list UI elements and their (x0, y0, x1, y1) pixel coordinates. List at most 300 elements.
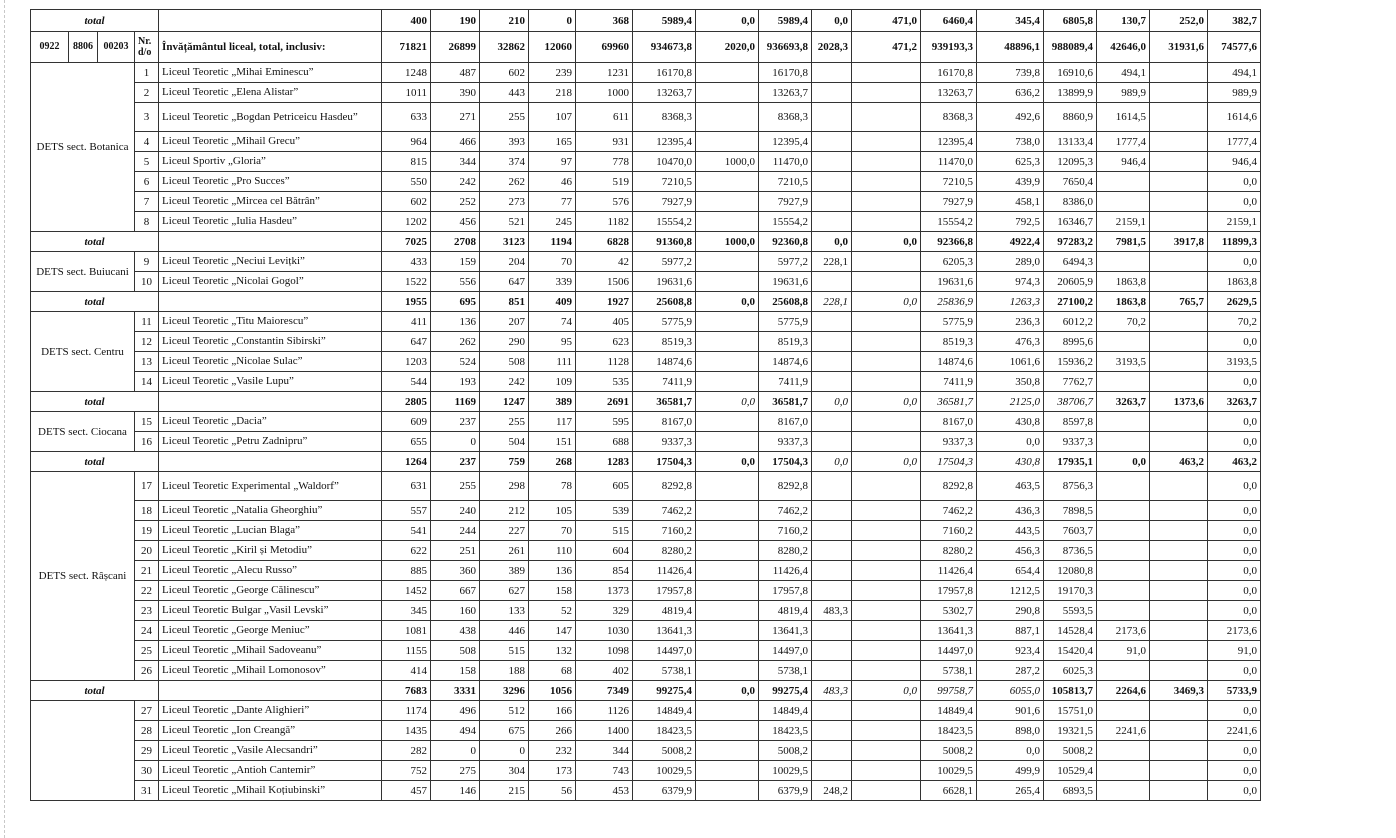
value-cell: 430,8 (977, 412, 1044, 432)
value-cell: 519 (576, 172, 633, 192)
value-cell (1150, 601, 1208, 621)
value-cell (1150, 472, 1208, 501)
value-cell: 42 (576, 252, 633, 272)
value-cell (852, 432, 921, 452)
value-cell (696, 761, 759, 781)
value-cell (696, 312, 759, 332)
value-cell: 19631,6 (633, 272, 696, 292)
section-cell: 2028,3 (812, 32, 852, 63)
value-cell: 273 (480, 192, 529, 212)
value-cell (852, 63, 921, 83)
value-cell (1097, 172, 1150, 192)
value-cell: 52 (529, 601, 576, 621)
value-cell: 6628,1 (921, 781, 977, 801)
value-cell (1097, 601, 1150, 621)
value-cell: 2173,6 (1097, 621, 1150, 641)
school-row (31, 661, 1261, 681)
value-cell: 252 (431, 192, 480, 212)
value-cell: 14497,0 (921, 641, 977, 661)
value-cell: 8368,3 (921, 103, 977, 132)
value-cell: 158 (431, 661, 480, 681)
value-cell: 443,5 (977, 521, 1044, 541)
value-cell: 0,0 (1208, 741, 1261, 761)
value-cell (1150, 63, 1208, 83)
total-value-cell: 1000,0 (696, 232, 759, 252)
value-cell: 7898,5 (1044, 501, 1097, 521)
section-cell: 939193,3 (921, 32, 977, 63)
value-cell: 5593,5 (1044, 601, 1097, 621)
value-cell (696, 412, 759, 432)
value-cell (1150, 352, 1208, 372)
value-cell: 8368,3 (633, 103, 696, 132)
total-value-cell: 7349 (576, 681, 633, 701)
school-name: Liceul Teoretic „Mihail Sadoveanu” (159, 641, 382, 661)
value-cell: 16170,8 (759, 63, 812, 83)
total-value-cell: 759 (480, 452, 529, 472)
value-cell: 508 (431, 641, 480, 661)
value-cell: 212 (480, 501, 529, 521)
value-cell: 1061,6 (977, 352, 1044, 372)
value-cell: 228,1 (812, 252, 852, 272)
value-cell (812, 83, 852, 103)
district-name: DETS sect. Centru (31, 312, 135, 392)
value-cell: 541 (382, 521, 431, 541)
value-cell: 7462,2 (921, 501, 977, 521)
school-name: Liceul Teoretic „Alecu Russo” (159, 561, 382, 581)
value-cell: 9337,3 (921, 432, 977, 452)
value-cell: 19631,6 (921, 272, 977, 292)
value-cell: 1011 (382, 83, 431, 103)
value-cell: 887,1 (977, 621, 1044, 641)
value-cell: 360 (431, 561, 480, 581)
value-cell: 815 (382, 152, 431, 172)
district-total-blank (159, 232, 382, 252)
value-cell: 14874,6 (759, 352, 812, 372)
value-cell (812, 561, 852, 581)
row-number: 29 (135, 741, 159, 761)
value-cell: 17957,8 (759, 581, 812, 601)
value-cell: 136 (529, 561, 576, 581)
value-cell: 9337,3 (759, 432, 812, 452)
value-cell: 8167,0 (921, 412, 977, 432)
value-cell: 16170,8 (921, 63, 977, 83)
header-total-cell: 6805,8 (1044, 10, 1097, 32)
value-cell: 539 (576, 501, 633, 521)
value-cell: 492,6 (977, 103, 1044, 132)
value-cell: 271 (431, 103, 480, 132)
value-cell: 535 (576, 372, 633, 392)
value-cell: 946,4 (1097, 152, 1150, 172)
district-total-label: total (31, 292, 159, 312)
value-cell (852, 581, 921, 601)
value-cell (812, 541, 852, 561)
section-title: Învățământul liceal, total, inclusiv: (159, 32, 382, 63)
total-value-cell: 463,2 (1208, 452, 1261, 472)
value-cell: 456 (431, 212, 480, 232)
value-cell: 688 (576, 432, 633, 452)
header-total-cell: 400 (382, 10, 431, 32)
value-cell: 266 (529, 721, 576, 741)
value-cell (852, 701, 921, 721)
value-cell (812, 641, 852, 661)
value-cell: 923,4 (977, 641, 1044, 661)
value-cell (1097, 661, 1150, 681)
value-cell: 7210,5 (921, 172, 977, 192)
total-value-cell: 2691 (576, 392, 633, 412)
total-value-cell: 91360,8 (633, 232, 696, 252)
value-cell: 1174 (382, 701, 431, 721)
value-cell: 290,8 (977, 601, 1044, 621)
value-cell: 2241,6 (1208, 721, 1261, 741)
value-cell: 989,9 (1097, 83, 1150, 103)
value-cell: 390 (431, 83, 480, 103)
value-cell: 499,9 (977, 761, 1044, 781)
value-cell: 12395,4 (759, 132, 812, 152)
value-cell (1097, 432, 1150, 452)
page-margin-rule (4, 0, 5, 838)
value-cell: 105 (529, 501, 576, 521)
value-cell: 0,0 (1208, 412, 1261, 432)
value-cell: 117 (529, 412, 576, 432)
value-cell (852, 252, 921, 272)
value-cell: 7462,2 (759, 501, 812, 521)
school-name: Liceul Teoretic „Nicolai Gogol” (159, 272, 382, 292)
value-cell: 173 (529, 761, 576, 781)
value-cell (812, 501, 852, 521)
value-cell: 12395,4 (921, 132, 977, 152)
value-cell: 251 (431, 541, 480, 561)
value-cell: 457 (382, 781, 431, 801)
value-cell: 1248 (382, 63, 431, 83)
value-cell (696, 561, 759, 581)
total-value-cell: 92360,8 (759, 232, 812, 252)
value-cell: 8519,3 (759, 332, 812, 352)
value-cell (1097, 501, 1150, 521)
value-cell (696, 601, 759, 621)
section-cell: 31931,6 (1150, 32, 1208, 63)
school-name: Liceul Teoretic „Natalia Gheorghiu” (159, 501, 382, 521)
value-cell: 453 (576, 781, 633, 801)
school-row (31, 581, 1261, 601)
value-cell (1150, 781, 1208, 801)
value-cell (1097, 192, 1150, 212)
total-value-cell: 3917,8 (1150, 232, 1208, 252)
school-row (31, 352, 1261, 372)
value-cell: 8386,0 (1044, 192, 1097, 212)
value-cell: 6025,3 (1044, 661, 1097, 681)
value-cell: 188 (480, 661, 529, 681)
total-value-cell: 463,2 (1150, 452, 1208, 472)
value-cell (812, 741, 852, 761)
value-cell: 218 (529, 83, 576, 103)
value-cell: 70,2 (1097, 312, 1150, 332)
district-total-blank (159, 392, 382, 412)
value-cell: 0,0 (1208, 601, 1261, 621)
value-cell (1097, 521, 1150, 541)
value-cell: 10470,0 (633, 152, 696, 172)
value-cell: 13263,7 (633, 83, 696, 103)
value-cell: 1126 (576, 701, 633, 721)
school-row (31, 172, 1261, 192)
value-cell: 1777,4 (1097, 132, 1150, 152)
value-cell (1150, 701, 1208, 721)
value-cell: 7411,9 (633, 372, 696, 392)
district-total-blank (159, 681, 382, 701)
value-cell: 1182 (576, 212, 633, 232)
value-cell: 512 (480, 701, 529, 721)
value-cell: 13899,9 (1044, 83, 1097, 103)
value-cell: 14849,4 (633, 701, 696, 721)
value-cell: 550 (382, 172, 431, 192)
section-cell: 69960 (576, 32, 633, 63)
value-cell (852, 561, 921, 581)
value-cell: 339 (529, 272, 576, 292)
value-cell: 17957,8 (921, 581, 977, 601)
header-total-cell: 0,0 (696, 10, 759, 32)
value-cell (812, 63, 852, 83)
value-cell: 5738,1 (759, 661, 812, 681)
row-number: 21 (135, 561, 159, 581)
row-number: 10 (135, 272, 159, 292)
value-cell: 344 (576, 741, 633, 761)
value-cell: 411 (382, 312, 431, 332)
value-cell: 374 (480, 152, 529, 172)
total-value-cell: 99275,4 (633, 681, 696, 701)
value-cell (1150, 641, 1208, 661)
value-cell (852, 781, 921, 801)
value-cell: 0,0 (1208, 501, 1261, 521)
value-cell: 13641,3 (921, 621, 977, 641)
value-cell (1150, 132, 1208, 152)
value-cell: 10529,4 (1044, 761, 1097, 781)
value-cell: 2159,1 (1097, 212, 1150, 232)
school-name: Liceul Teoretic „Mihail Lomonosov” (159, 661, 382, 681)
value-cell: 1081 (382, 621, 431, 641)
value-cell (696, 103, 759, 132)
value-cell: 11426,4 (921, 561, 977, 581)
value-cell: 56 (529, 781, 576, 801)
value-cell: 1452 (382, 581, 431, 601)
value-cell: 8292,8 (633, 472, 696, 501)
value-cell: 4819,4 (633, 601, 696, 621)
value-cell: 15936,2 (1044, 352, 1097, 372)
value-cell (852, 472, 921, 501)
value-cell: 7160,2 (633, 521, 696, 541)
row-number: 19 (135, 521, 159, 541)
value-cell: 1400 (576, 721, 633, 741)
value-cell (852, 152, 921, 172)
row-number: 3 (135, 103, 159, 132)
value-cell: 1000 (576, 83, 633, 103)
total-value-cell: 99275,4 (759, 681, 812, 701)
value-cell (852, 501, 921, 521)
value-cell (812, 661, 852, 681)
total-value-cell: 0,0 (852, 452, 921, 472)
value-cell: 8736,5 (1044, 541, 1097, 561)
value-cell (852, 541, 921, 561)
value-cell: 7210,5 (633, 172, 696, 192)
total-value-cell: 6828 (576, 232, 633, 252)
school-row (31, 621, 1261, 641)
value-cell: 7927,9 (921, 192, 977, 212)
value-cell (1097, 581, 1150, 601)
value-cell: 0,0 (1208, 432, 1261, 452)
value-cell: 7603,7 (1044, 521, 1097, 541)
value-cell: 0 (431, 432, 480, 452)
value-cell: 0 (431, 741, 480, 761)
value-cell: 245 (529, 212, 576, 232)
header-total-row (31, 10, 1261, 32)
value-cell: 255 (480, 412, 529, 432)
row-number: 18 (135, 501, 159, 521)
value-cell: 289,0 (977, 252, 1044, 272)
value-cell: 6893,5 (1044, 781, 1097, 801)
value-cell: 166 (529, 701, 576, 721)
row-number: 12 (135, 332, 159, 352)
value-cell: 974,3 (977, 272, 1044, 292)
section-cell: 74577,6 (1208, 32, 1261, 63)
school-row (31, 312, 1261, 332)
value-cell: 151 (529, 432, 576, 452)
value-cell: 17957,8 (633, 581, 696, 601)
value-cell (696, 501, 759, 521)
value-cell: 7650,4 (1044, 172, 1097, 192)
value-cell: 95 (529, 332, 576, 352)
value-cell: 556 (431, 272, 480, 292)
value-cell: 16910,6 (1044, 63, 1097, 83)
total-value-cell: 0,0 (696, 681, 759, 701)
value-cell: 8597,8 (1044, 412, 1097, 432)
value-cell: 10029,5 (921, 761, 977, 781)
value-cell: 8292,8 (921, 472, 977, 501)
school-row (31, 761, 1261, 781)
value-cell (696, 741, 759, 761)
value-cell (852, 212, 921, 232)
value-cell: 655 (382, 432, 431, 452)
school-row (31, 372, 1261, 392)
total-value-cell: 0,0 (696, 392, 759, 412)
value-cell (696, 661, 759, 681)
value-cell: 964 (382, 132, 431, 152)
value-cell (696, 352, 759, 372)
district-name: DETS sect. Botanica (31, 63, 135, 232)
total-value-cell: 97283,2 (1044, 232, 1097, 252)
value-cell (1150, 432, 1208, 452)
value-cell: 0,0 (1208, 541, 1261, 561)
budget-table (30, 9, 1261, 801)
value-cell: 133 (480, 601, 529, 621)
value-cell (1097, 701, 1150, 721)
value-cell: 504 (480, 432, 529, 452)
value-cell: 5008,2 (633, 741, 696, 761)
header-total-cell: 210 (480, 10, 529, 32)
row-number: 26 (135, 661, 159, 681)
school-row (31, 472, 1261, 501)
total-value-cell: 105813,7 (1044, 681, 1097, 701)
value-cell (852, 741, 921, 761)
value-cell (1150, 761, 1208, 781)
value-cell (696, 212, 759, 232)
section-cell: 988089,4 (1044, 32, 1097, 63)
value-cell: 654,4 (977, 561, 1044, 581)
value-cell: 4819,4 (759, 601, 812, 621)
value-cell: 265,4 (977, 781, 1044, 801)
value-cell: 439,9 (977, 172, 1044, 192)
total-value-cell: 3263,7 (1208, 392, 1261, 412)
value-cell: 5977,2 (759, 252, 812, 272)
row-number: 5 (135, 152, 159, 172)
value-cell: 146 (431, 781, 480, 801)
value-cell (852, 621, 921, 641)
value-cell (1097, 741, 1150, 761)
value-cell: 287,2 (977, 661, 1044, 681)
value-cell: 1777,4 (1208, 132, 1261, 152)
value-cell: 515 (480, 641, 529, 661)
school-name: Liceul Teoretic „George Meniuc” (159, 621, 382, 641)
value-cell (696, 621, 759, 641)
total-value-cell: 6055,0 (977, 681, 1044, 701)
value-cell: 15554,2 (921, 212, 977, 232)
value-cell: 8167,0 (759, 412, 812, 432)
value-cell: 3193,5 (1097, 352, 1150, 372)
district-total-blank (159, 292, 382, 312)
district-name (31, 701, 135, 801)
value-cell: 483,3 (812, 601, 852, 621)
district-total-blank (159, 452, 382, 472)
value-cell (1150, 501, 1208, 521)
value-cell: 524 (431, 352, 480, 372)
value-cell: 5302,7 (921, 601, 977, 621)
section-cell: 12060 (529, 32, 576, 63)
value-cell: 1000,0 (696, 152, 759, 172)
value-cell (696, 521, 759, 541)
row-number: 7 (135, 192, 159, 212)
value-cell (1150, 212, 1208, 232)
value-cell: 329 (576, 601, 633, 621)
value-cell (1150, 252, 1208, 272)
district-name: DETS sect. Râșcani (31, 472, 135, 681)
header-total-cell: 382,7 (1208, 10, 1261, 32)
district-total-row (31, 452, 1261, 472)
value-cell: 110 (529, 541, 576, 561)
value-cell: 0,0 (1208, 372, 1261, 392)
total-value-cell: 2708 (431, 232, 480, 252)
section-cell: 32862 (480, 32, 529, 63)
value-cell: 1522 (382, 272, 431, 292)
value-cell: 0,0 (977, 432, 1044, 452)
school-name: Liceul Teoretic „Antioh Cantemir” (159, 761, 382, 781)
total-value-cell: 0,0 (852, 232, 921, 252)
total-value-cell: 0,0 (852, 681, 921, 701)
value-cell: 19631,6 (759, 272, 812, 292)
total-value-cell: 0,0 (1097, 452, 1150, 472)
value-cell: 14874,6 (921, 352, 977, 372)
value-cell (812, 212, 852, 232)
total-value-cell: 36581,7 (921, 392, 977, 412)
value-cell: 931 (576, 132, 633, 152)
value-cell: 13641,3 (633, 621, 696, 641)
row-number: 14 (135, 372, 159, 392)
value-cell: 46 (529, 172, 576, 192)
total-value-cell: 0,0 (852, 292, 921, 312)
value-cell (696, 192, 759, 212)
value-cell: 901,6 (977, 701, 1044, 721)
value-cell: 14849,4 (759, 701, 812, 721)
value-cell: 7160,2 (759, 521, 812, 541)
value-cell (852, 661, 921, 681)
header-total-cell: 0 (529, 10, 576, 32)
value-cell: 8368,3 (759, 103, 812, 132)
